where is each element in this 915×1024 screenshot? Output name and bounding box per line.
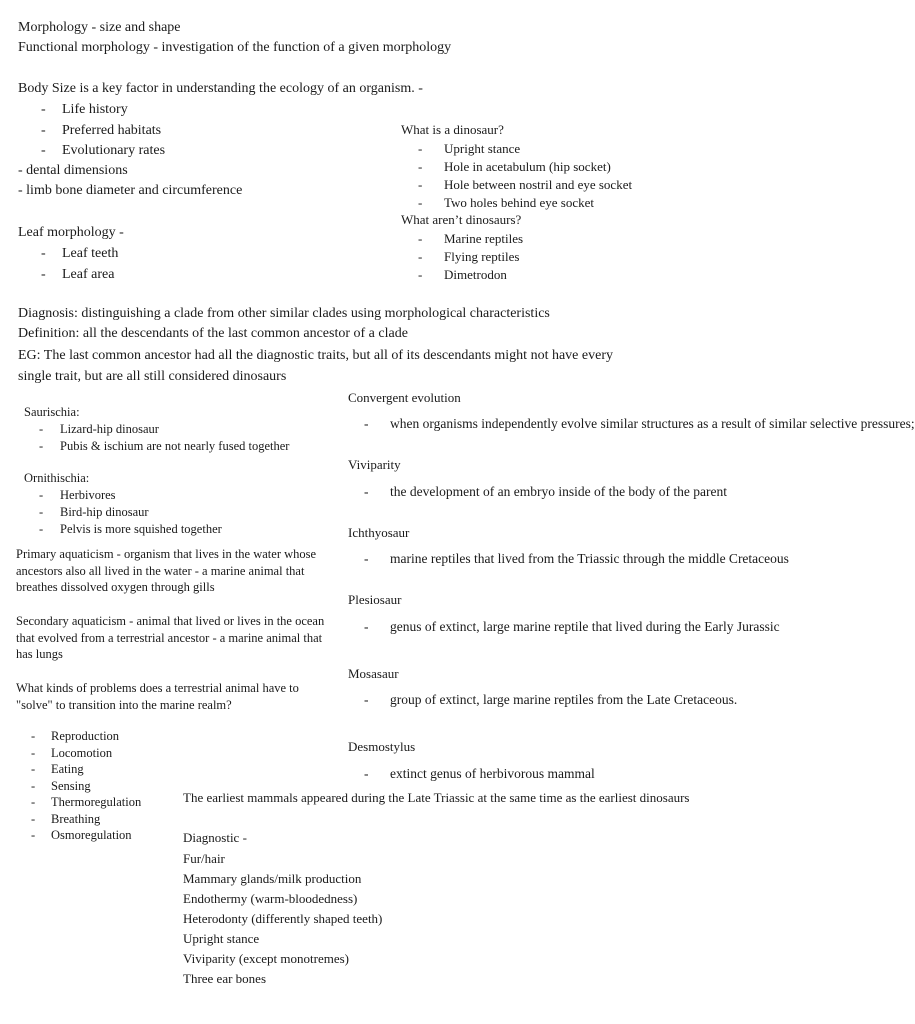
mammal-traits-list [183, 851, 382, 991]
list-item: - Life history [18, 102, 165, 123]
list-item: Viviparity (except monotremes) [183, 951, 349, 966]
leaf-list [18, 246, 118, 287]
not-dinosaurs-list [401, 231, 523, 285]
term-list [348, 617, 780, 637]
list-item: - Upright stance [401, 141, 632, 159]
list-item: - Reproduction [24, 729, 141, 746]
list-item: - Sensing [24, 779, 141, 796]
mammal-diagnostic-heading: Diagnostic - [183, 830, 247, 845]
term-title: Convergent evolution [348, 390, 461, 405]
example-line-1: EG: The last common ancestor had all the diagnostic traits, but all of its descendants might not have every [18, 348, 613, 363]
list-item: Endothermy (warm-bloodedness) [183, 891, 358, 906]
not-dinosaurs-question: What aren’t dinosaurs? [401, 212, 522, 227]
term-description: - marine reptiles that lived from the Triassic through the middle Cretaceous [348, 549, 750, 569]
clade-definition: Definition: all the descendants of the last common ancestor of a clade [18, 326, 408, 341]
term-description: - the development of an embryo inside of the body of the parent [348, 482, 750, 502]
list-item: - Evolutionary rates [18, 143, 165, 164]
example-line-2: single trait, but are all still considered dinosaurs [18, 369, 287, 384]
term-title: Plesiosaur [348, 592, 402, 607]
dinosaur-question: What is a dinosaur? [401, 122, 504, 137]
dinosaur-traits-list [401, 141, 632, 213]
leaf-morphology-heading: Leaf morphology - [18, 225, 124, 240]
body-size-list [18, 102, 165, 164]
term-title: Mosasaur [348, 666, 399, 681]
term-title: Desmostylus [348, 739, 416, 754]
term-description: - when organisms independently evolve similar structures as a result of similar selective pressures; [348, 414, 750, 434]
term-list [348, 549, 789, 569]
list-item: - Pelvis is more squished together [24, 522, 222, 539]
list-item: - Breathing [24, 812, 141, 829]
list-item: Heterodonty (differently shaped teeth) [183, 911, 383, 926]
list-item: - Eating [24, 762, 141, 779]
morphology-definition: Morphology - size and shape [18, 20, 181, 35]
term-description: - extinct genus of herbivorous mammal [348, 764, 750, 784]
diagnosis-definition: Diagnosis: distinguishing a clade from other similar clades using morphological characteristics [18, 306, 550, 321]
primary-aquaticism: Primary aquaticism - organism that lives in the water whose ancestors also all lived in the water - a marine animal that breathes dissolved oxygen through gills [16, 547, 317, 594]
saurischia-list [24, 422, 289, 456]
ornithischia-list [24, 488, 222, 539]
list-item: - Leaf teeth [18, 246, 118, 267]
list-item: Fur/hair [183, 851, 225, 866]
list-item: - Locomotion [24, 746, 141, 763]
list-item: - Thermoregulation [24, 795, 141, 812]
list-item: Upright stance [183, 931, 260, 946]
list-item: - Flying reptiles [401, 249, 523, 267]
term-title: Ichthyosaur [348, 525, 410, 540]
list-item: Mammary glands/milk production [183, 871, 362, 886]
term-title: Viviparity [348, 457, 401, 472]
term-list [348, 690, 750, 710]
dental-dimensions: - dental dimensions [18, 163, 128, 178]
marine-transition-question: What kinds of problems does a terrestrial animal have to "solve" to transition into the marine realm? [16, 681, 299, 712]
body-size-heading: Body Size is a key factor in understanding the ecology of an organism. - [18, 81, 423, 96]
list-item: Three ear bones [183, 971, 267, 986]
list-item: - Leaf area [18, 267, 118, 288]
list-item: - Osmoregulation [24, 828, 141, 845]
ornithischia-heading: Ornithischia: [24, 471, 90, 485]
list-item: - Preferred habitats [18, 123, 165, 144]
list-item: - Hole in acetabulum (hip socket) [401, 159, 632, 177]
list-item: - Pubis & ischium are not nearly fused together [24, 439, 289, 456]
earliest-mammals-statement: The earliest mammals appeared during the Late Triassic at the same time as the earliest dinosaurs [183, 790, 690, 805]
term-description: - genus of extinct, large marine reptile that lived during the Early Jurassic [348, 617, 750, 637]
list-item: - Lizard-hip dinosaur [24, 422, 289, 439]
list-item: - Dimetrodon [401, 267, 523, 285]
limb-bone-measure: - limb bone diameter and circumference [18, 183, 243, 198]
problems-list [24, 729, 141, 845]
list-item: - Hole between nostril and eye socket [401, 177, 632, 195]
list-item: - Bird-hip dinosaur [24, 505, 222, 522]
saurischia-heading: Saurischia: [24, 405, 80, 419]
list-item: - Two holes behind eye socket [401, 195, 632, 213]
term-list [348, 482, 750, 502]
term-description: - group of extinct, large marine reptiles from the Late Cretaceous. [348, 690, 750, 710]
term-list [348, 414, 915, 434]
functional-morphology-definition: Functional morphology - investigation of the function of a given morphology [18, 40, 452, 55]
list-item: - Marine reptiles [401, 231, 523, 249]
secondary-aquaticism: Secondary aquaticism - animal that lived or lives in the ocean that evolved from a terrestrial ancestor - a marine animal that has lungs [16, 614, 325, 661]
list-item: - Herbivores [24, 488, 222, 505]
term-list [348, 764, 750, 784]
